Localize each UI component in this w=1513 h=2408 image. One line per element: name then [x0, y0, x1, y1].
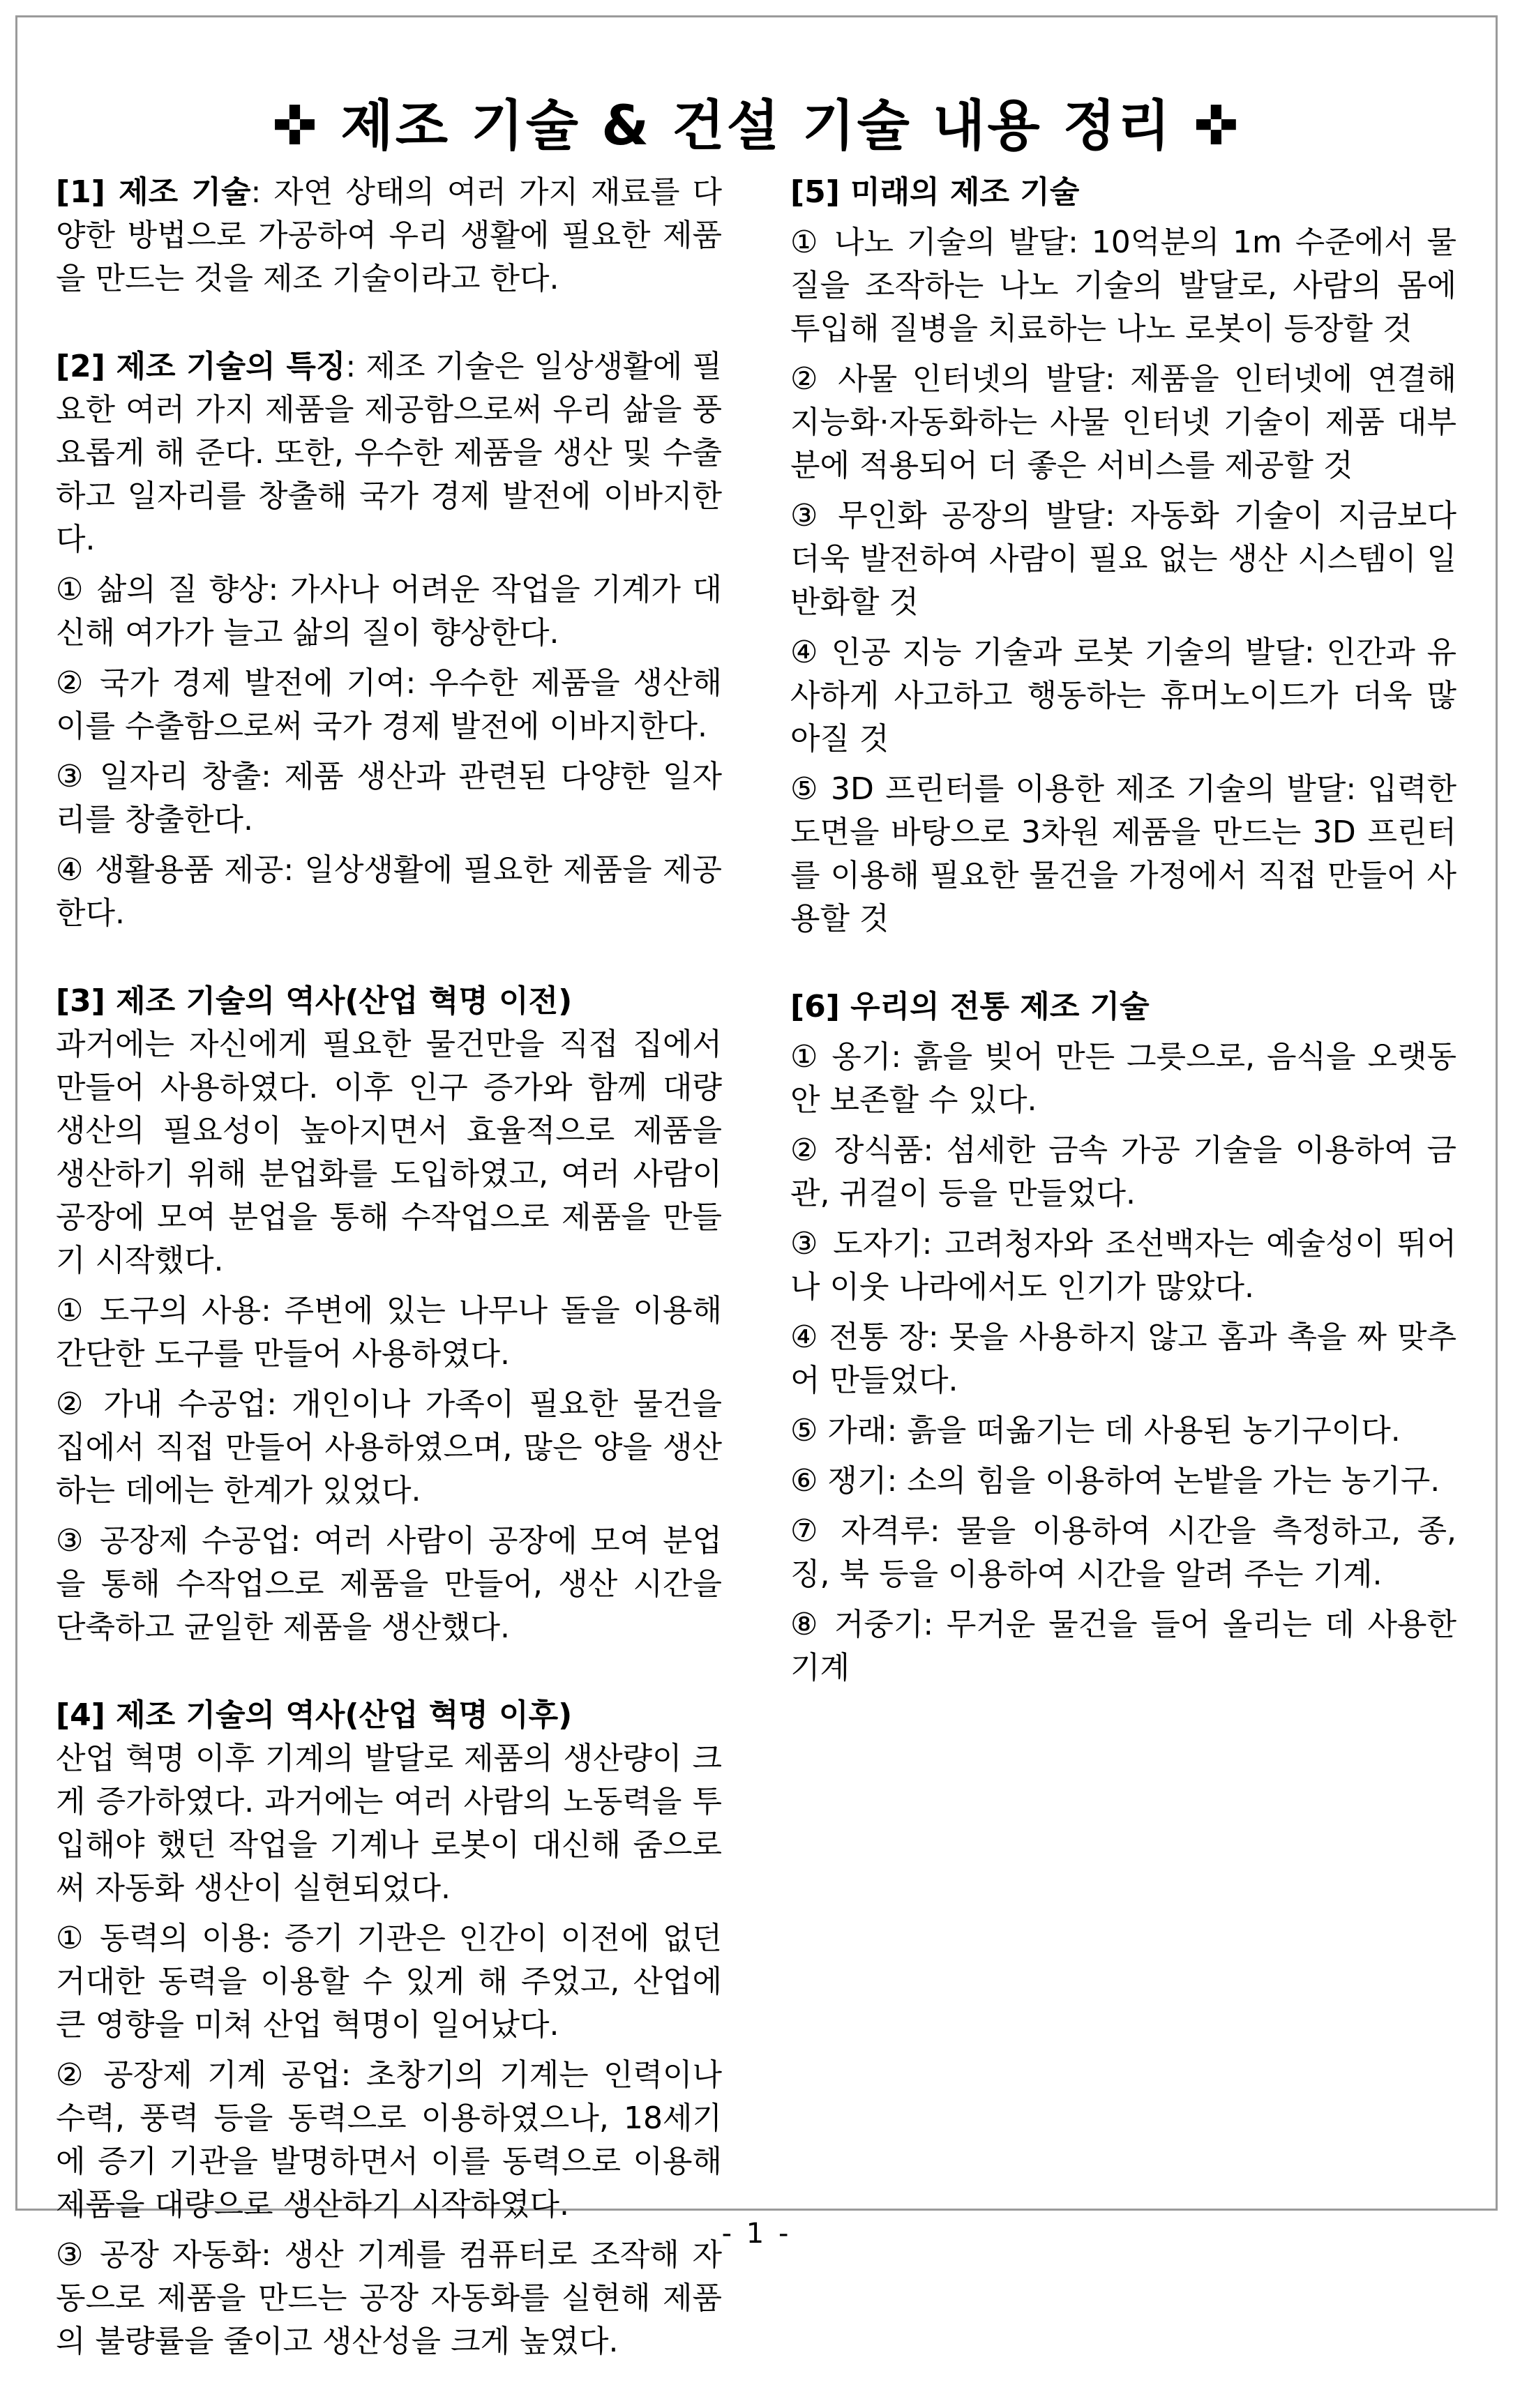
section-heading: [3] 제조 기술의 역사(산업 혁명 이전) — [56, 983, 573, 1019]
list-item: ① 옹기: 흙을 빚어 만든 그릇으로, 음식을 오랫동안 보존할 수 있다. — [790, 1039, 1456, 1118]
list-item: ② 사물 인터넷의 발달: 제품을 인터넷에 연결해 지능화·자동화하는 사물 인터넷 기술이 제품 대부분에 적용되어 더 좋은 서비스를 제공할 것 — [790, 361, 1456, 483]
list-item: ② 장식품: 섬세한 금속 가공 기술을 이용하여 금관, 귀걸이 등을 만들었다. — [790, 1133, 1456, 1211]
list-item: ③ 도자기: 고려청자와 조선백자는 예술성이 뛰어나 이웃 나라에서도 인기가 많았다. — [790, 1226, 1456, 1305]
list-item: ⑦ 자격루: 물을 이용하여 시간을 측정하고, 종, 징, 북 등을 이용하여 시간을 알려 주는 기계. — [790, 1513, 1456, 1592]
section-traditional — [790, 985, 1456, 1690]
section-manufacturing-technology — [56, 171, 722, 301]
page-title: ✜ 제조 기술 & 건설 기술 내용 정리 ✜ — [271, 95, 1242, 158]
section-heading: [4] 제조 기술의 역사(산업 혁명 이후) — [56, 1697, 573, 1733]
list-item: ⑥ 쟁기: 소의 힘을 이용하여 논밭을 가는 농기구. — [790, 1463, 1440, 1499]
section-heading: [2] 제조 기술의 특징 — [56, 349, 346, 384]
list-item: ⑤ 3D 프린터를 이용한 제조 기술의 발달: 입력한 도면을 바탕으로 3차원 제품을 만드는 3D 프린터를 이용해 필요한 물건을 가정에서 직접 만들어 사용할 것 — [790, 771, 1456, 937]
section-text: : 자연 상태의 여러 가지 재료를 다양한 방법으로 가공하여 우리 생활에 필요한 제품을 만드는 것을 제조 기술이라고 한다. — [56, 174, 722, 296]
list-item: ③ 공장제 수공업: 여러 사람이 공장에 모여 분업을 통해 수작업으로 제품을 만들어, 생산 시간을 단축하고 균일한 제품을 생산했다. — [56, 1523, 722, 1645]
list-item: ① 삶의 질 향상: 가사나 어려운 작업을 기계가 대신해 여가가 늘고 삶의 질이 향상한다. — [56, 572, 722, 651]
list-item: ② 공장제 기계 공업: 초창기의 기계는 인력이나 수력, 풍력 등을 동력으로 이용하였으나, 18세기에 증기 기관을 발명하면서 이를 동력으로 이용해 제품을 대량으로 생산하기 시작하였다. — [56, 2057, 722, 2223]
list-item: ① 도구의 사용: 주변에 있는 나무나 돌을 이용해 간단한 도구를 만들어 사용하였다. — [56, 1293, 722, 1372]
section-future — [790, 171, 1456, 941]
right-column — [790, 171, 1456, 1734]
page-number: - 1 - — [721, 2218, 792, 2250]
list-item: ① 나노 기술의 발달: 10억분의 1m 수준에서 물질을 조작하는 나노 기술의 발달로, 사람의 몸에 투입해 질병을 치료하는 나노 로봇이 등장할 것 — [790, 225, 1456, 347]
section-heading: [6] 우리의 전통 제조 기술 — [790, 989, 1150, 1024]
section-history-after — [56, 1694, 722, 2363]
section-history-before — [56, 980, 722, 1649]
left-column — [56, 171, 722, 2408]
section-characteristics — [56, 345, 722, 935]
list-item: ④ 전통 장: 못을 사용하지 않고 홈과 촉을 짜 맞추어 만들었다. — [790, 1319, 1456, 1398]
list-item: ④ 인공 지능 기술과 로봇 기술의 발달: 인간과 유사하게 사고하고 행동하는 휴머노이드가 더욱 많아질 것 — [790, 635, 1456, 757]
list-item: ⑤ 가래: 흙을 떠옮기는 데 사용된 농기구이다. — [790, 1413, 1401, 1448]
list-item: ③ 일자리 창출: 제품 생산과 관련된 다양한 일자리를 창출한다. — [56, 759, 722, 838]
list-item: ⑧ 거중기: 무거운 물건을 들어 올리는 데 사용한 기계 — [790, 1607, 1456, 1686]
section-text: 과거에는 자신에게 필요한 물건만을 직접 집에서 만들어 사용하였다. 이후 인구 증가와 함께 대량 생산의 필요성이 높아지면서 효율적으로 제품을 생산하기 위해 분업화를 도입하였고, 여러 사람이 공장에 모여 분업을 통해 수작업으로 제품을 만들기 시작했다. — [56, 1027, 722, 1278]
section-text: 산업 혁명 이후 기계의 발달로 제품의 생산량이 크게 증가하였다. 과거에는 여러 사람의 노동력을 투입해야 했던 작업을 기계나 로봇이 대신해 줌으로써 자동화 생산이 실현되었다. — [56, 1741, 722, 1906]
list-item: ② 가내 수공업: 개인이나 가족이 필요한 물건을 집에서 직접 만들어 사용하였으며, 많은 양을 생산하는 데에는 한계가 있었다. — [56, 1386, 722, 1508]
list-item: ④ 생활용품 제공: 일상생활에 필요한 제품을 제공한다. — [56, 852, 722, 931]
section-paragraph — [56, 345, 722, 561]
section-paragraph — [56, 171, 722, 301]
list-item: ① 동력의 이용: 증기 기관은 인간이 이전에 없던 거대한 동력을 이용할 수 있게 해 주었고, 산업에 큰 영향을 미쳐 산업 혁명이 일어났다. — [56, 1921, 722, 2043]
list-item: ③ 공장 자동화: 생산 기계를 컴퓨터로 조작해 자동으로 제품을 만드는 공장 자동화를 실현해 제품의 불량률을 줄이고 생산성을 크게 높였다. — [56, 2237, 722, 2359]
list-item: ③ 무인화 공장의 발달: 자동화 기술이 지금보다 더욱 발전하여 사람이 필요 없는 생산 시스템이 일반화할 것 — [790, 498, 1456, 620]
section-heading: [1] 제조 기술 — [56, 174, 251, 210]
list-item: ② 국가 경제 발전에 기여: 우수한 제품을 생산해 이를 수출함으로써 국가 경제 발전에 이바지한다. — [56, 665, 722, 744]
section-text: : 제조 기술은 일상생활에 필요한 여러 가지 제품을 제공함으로써 우리 삶을 풍요롭게 해 준다. 또한, 우수한 제품을 생산 및 수출하고 일자리를 창출해 국가 경제 발전에 이바지한다. — [56, 349, 722, 557]
section-heading: [5] 미래의 제조 기술 — [790, 174, 1080, 210]
